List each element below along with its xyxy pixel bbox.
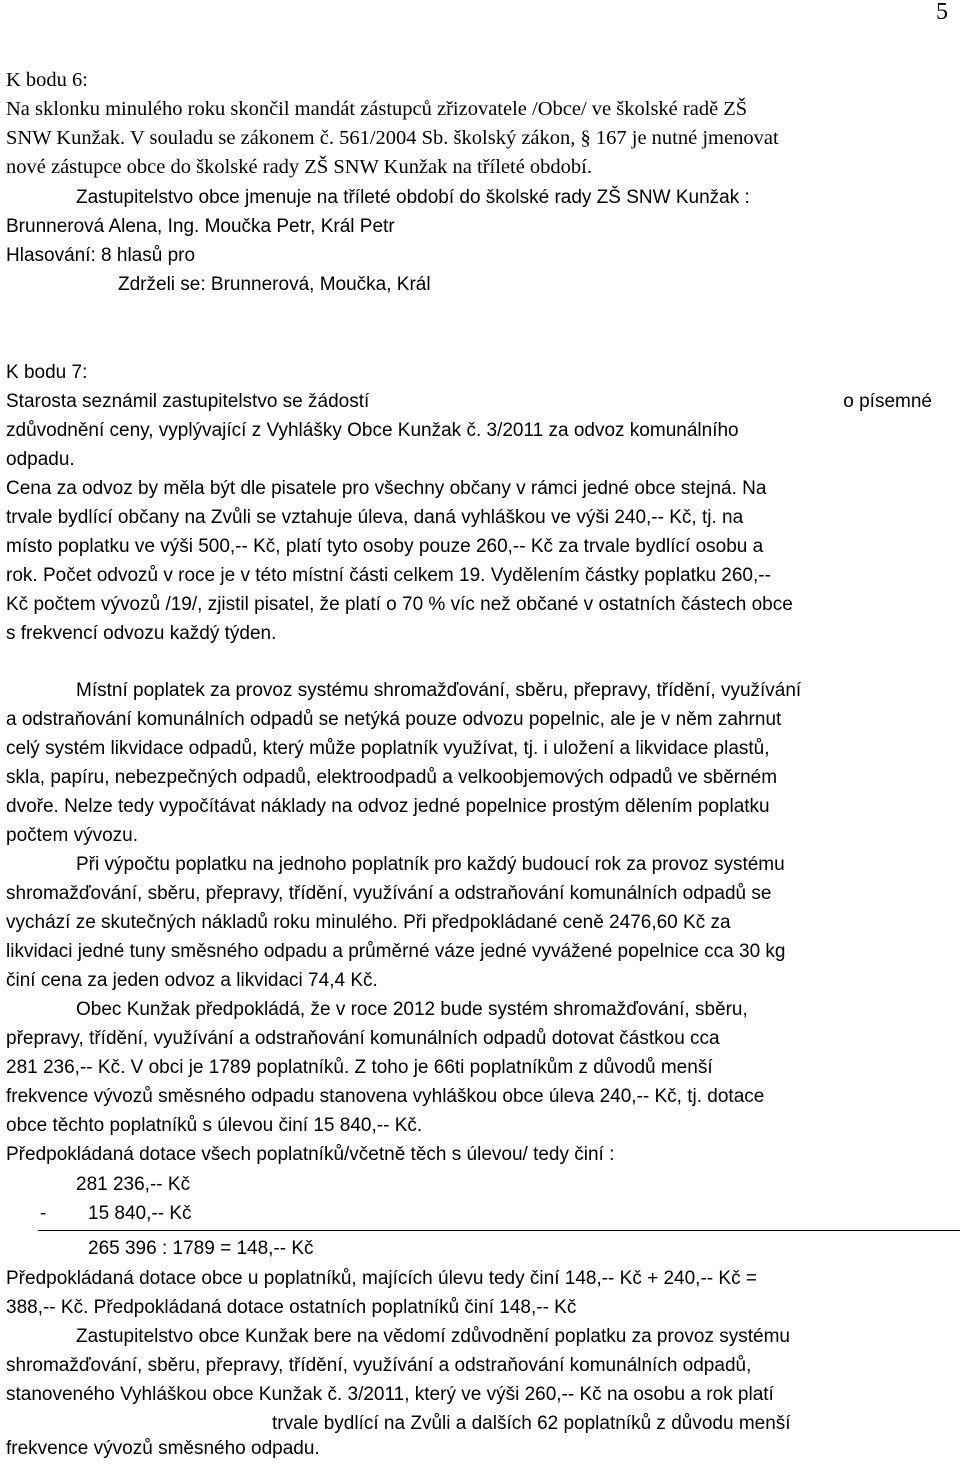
- item7-body-line: shromažďování, sběru, přepravy, třídění, využívání a odstraňování komunálních odpadů se: [6, 883, 772, 904]
- item7-after-line: Předpokládaná dotace obce u poplatníků, majících úlevu tedy činí 148,-- Kč + 240,-- Kč =: [6, 1268, 757, 1289]
- calc-result: 265 396 : 1789 = 148,-- Kč: [88, 1238, 314, 1259]
- item6-abstained: Zdrželi se: Brunnerová, Moučka, Král: [118, 274, 431, 295]
- item6-line: SNW Kunžak. V souladu se zákonem č. 561/2004 Sb. školský zákon, § 167 je nutné jmenovat: [6, 127, 779, 149]
- item7-body-line: 281 236,-- Kč. V obci je 1789 poplatníků. Z toho je 66ti poplatníkům z důvodů menší: [6, 1057, 713, 1078]
- item7-intro-right: o písemné: [843, 391, 932, 412]
- item7-body-line: přepravy, třídění, využívání a odstraňování komunálních odpadů dotovat částkou cca: [6, 1028, 720, 1049]
- item7-after-line: Zastupitelstvo obce Kunžak bere na vědomí zdůvodnění poplatku za provoz systému: [76, 1326, 790, 1347]
- item7-request-line: Kč počtem vývozů /19/, zjistil pisatel, že platí o 70 % víc než občané v ostatních částech obce: [6, 594, 793, 615]
- item7-intro-left: Starosta seznámil zastupitelstvo se žádostí: [6, 391, 370, 412]
- item7-body-line: Obec Kunžak předpokládá, že v roce 2012 bude systém shromažďování, sběru,: [76, 999, 748, 1020]
- item7-intro-line: odpadu.: [6, 449, 75, 470]
- item7-after-line: trvale bydlící na Zvůli a dalších 62 poplatníků z důvodu menší: [272, 1413, 791, 1434]
- item7-body-line: a odstraňování komunálních odpadů se netýká pouze odvozu popelnic, ale je v něm zahrnut: [6, 709, 782, 730]
- item6-resolution-line: Brunnerová Alena, Ing. Moučka Petr, Král Petr: [6, 216, 395, 237]
- item7-after-line: stanoveného Vyhláškou obce Kunžak č. 3/2011, který ve výši 260,-- Kč na osobu a rok platí: [6, 1384, 774, 1405]
- item6-heading: K bodu 6:: [6, 69, 88, 91]
- item7-request-line: trvale bydlící občany na Zvůli se vztahuje úleva, daná vyhláškou ve výši 240,-- Kč, tj. na: [6, 507, 744, 528]
- calc-sum-rule: [38, 1230, 960, 1231]
- item7-body-line: obce těchto poplatníků s úlevou činí 15 840,-- Kč.: [6, 1115, 423, 1136]
- item7-request-line: rok. Počet odvozů v roce je v této místní části celkem 19. Vydělením částky poplatku 260,--: [6, 565, 771, 586]
- item7-request-line: Cena za odvoz by měla být dle pisatele pro všechny občany v rámci jedné obce stejná. Na: [6, 478, 767, 499]
- item6-line: nové zástupce obce do školské rady ZŠ SNW Kunžak na tříleté období.: [6, 156, 593, 178]
- calc-minus-sign: -: [40, 1203, 47, 1224]
- item6-resolution-line: Zastupitelstvo obce jmenuje na tříleté období do školské rady ZŠ SNW Kunžak :: [76, 187, 750, 208]
- item7-body-line: vychází ze skutečných nákladů roku minulého. Při předpokládané ceně 2476,60 Kč za: [6, 912, 731, 933]
- item7-body-line: Předpokládaná dotace všech poplatníků/včetně těch s úlevou/ tedy činí :: [6, 1144, 615, 1165]
- item7-body-line: skla, papíru, nebezpečných odpadů, elektroodpadů a velkoobjemových odpadů ve sběrném: [6, 767, 778, 788]
- item7-request-line: místo poplatku ve výši 500,-- Kč, platí tyto osoby pouze 260,-- Kč za trvale bydlící osobu a: [6, 536, 764, 557]
- item7-intro-line: zdůvodnění ceny, vyplývající z Vyhlášky Obce Kunžak č. 3/2011 za odvoz komunálního: [6, 420, 739, 441]
- page-number: 5: [936, 0, 948, 25]
- item7-body-line: počtem vývozu.: [6, 825, 138, 846]
- item7-body-line: frekvence vývozů směsného odpadu stanovena vyhláškou obce úleva 240,-- Kč, tj. dotace: [6, 1086, 765, 1107]
- item6-vote: Hlasování: 8 hlasů pro: [6, 245, 196, 266]
- item7-after-line: 388,-- Kč. Předpokládaná dotace ostatních poplatníků činí 148,-- Kč: [6, 1297, 577, 1318]
- item7-body-line: likvidaci jedné tuny směsného odpadu a průměrné váze jedné vyvážené popelnice cca 30 kg: [6, 941, 786, 962]
- item7-after-line: shromažďování, sběru, přepravy, třídění, využívání a odstraňování komunálních odpadů,: [6, 1355, 752, 1376]
- calc-line2: 15 840,-- Kč: [88, 1203, 192, 1224]
- item7-heading: K bodu 7:: [6, 362, 88, 383]
- item7-body-line: dvoře. Nelze tedy vypočítávat náklady na odvoz jedné popelnice prostým dělením poplatku: [6, 796, 770, 817]
- item7-body-line: činí cena za jeden odvoz a likvidaci 74,4 Kč.: [6, 970, 378, 991]
- item7-body-line: celý systém likvidace odpadů, který může poplatník využívat, tj. i uložení a likvidace plastů,: [6, 738, 770, 759]
- calc-line1: 281 236,-- Kč: [76, 1174, 191, 1195]
- item7-body-line: Místní poplatek za provoz systému shromažďování, sběru, přepravy, třídění, využívání: [76, 680, 802, 701]
- item7-after-line: frekvence vývozů směsného odpadu.: [6, 1438, 320, 1459]
- item7-body-line: Při výpočtu poplatku na jednoho poplatník pro každý budoucí rok za provoz systému: [76, 854, 785, 875]
- item6-line: Na sklonku minulého roku skončil mandát zástupců zřizovatele /Obce/ ve školské radě ZŠ: [6, 98, 748, 120]
- item7-request-line: s frekvencí odvozu každý týden.: [6, 623, 277, 644]
